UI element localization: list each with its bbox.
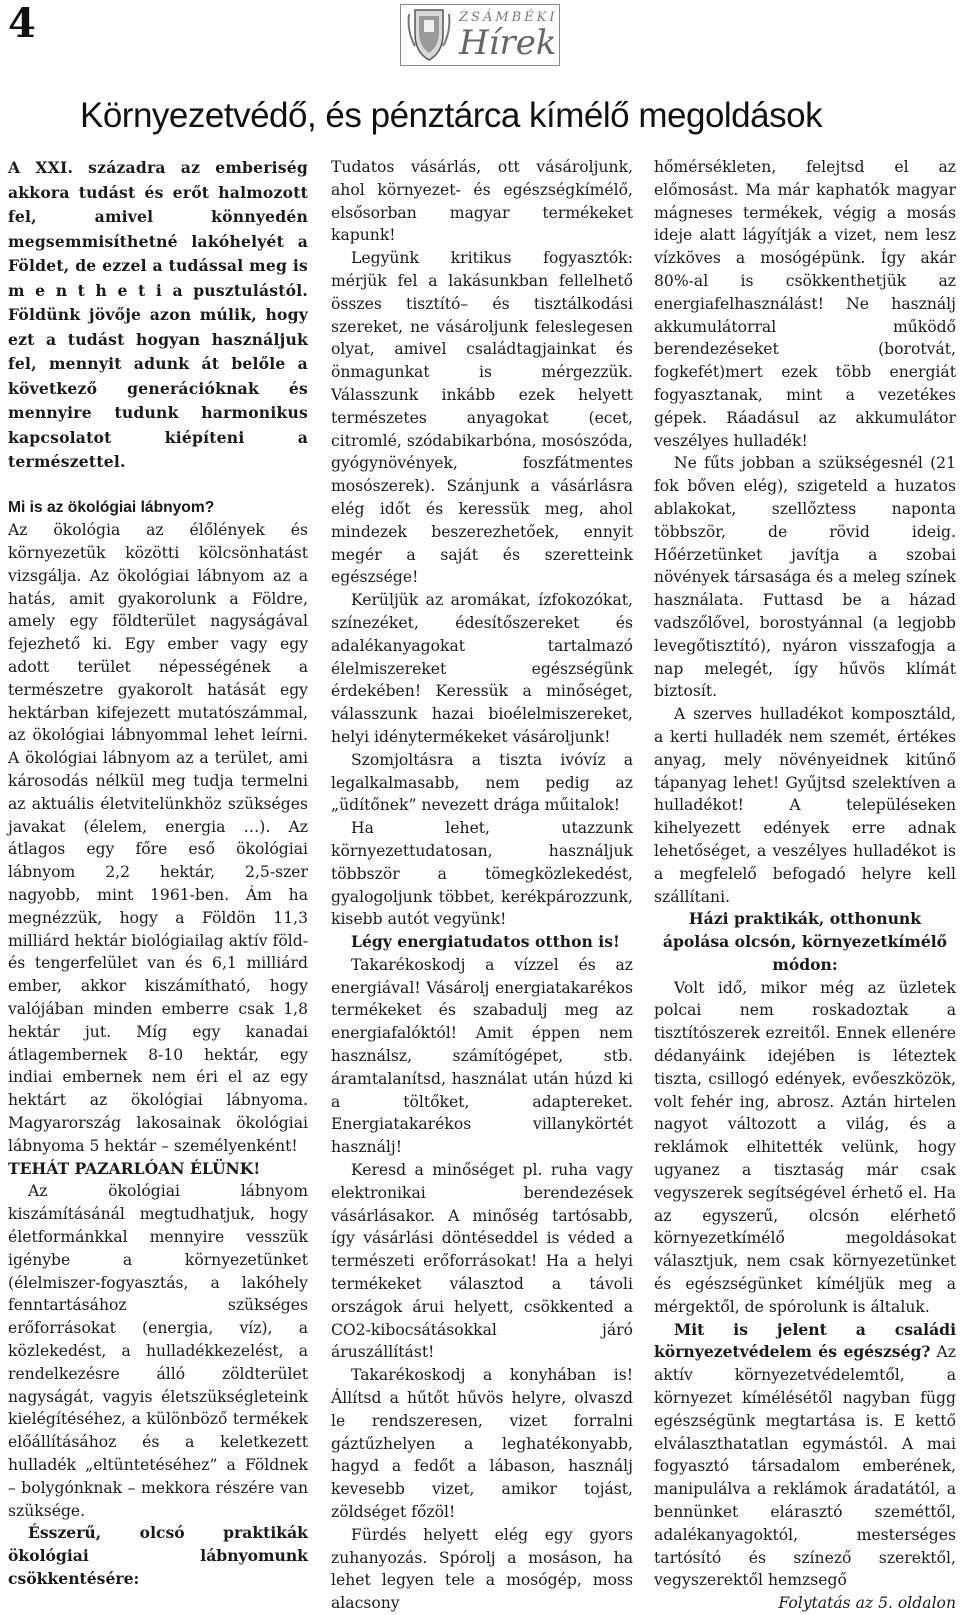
- masthead-logo: [400, 4, 560, 66]
- paragraph: Volt idő, mikor még az üzletek polcai nem roskadoztak a tisztítószerek ezreitől. Ennek ellenére dédanyáink idejében is léteztek tiszta, csillogó edények, evőeszközök, volt fehér ing, abrosz. Aztán hirtelen nagyot változott a világ, és a reklámok elhitették velünk, hogy ugyanez a tisztaság már csak vegyszerek segítségével érhető el. Ha az egyszerű, olcsón elérhető környezetkímélő megoldásokat választjuk, nem csak környezetünket és egészségünket kíméljük meg a mérgektől, de spórolunk is általuk.: [654, 978, 956, 1316]
- subheading-family: Mit is jelent a családi környezetvédelem és egészség?: [654, 1319, 956, 1362]
- emphasis-line: TEHÁT PAZARLÓAN ÉLÜNK!: [8, 1158, 261, 1178]
- paragraph: Takarékoskodj a konyhában is! Állítsd a hűtőt hűvös helyre, olvaszd le rendszeresen, vizet forralni gáztűzhelyen a leghatékonyabb, hagyd a fedőt a lábason, használj kevesebb vizet, amikor tojást, zöldséget főzöl!: [331, 1366, 633, 1522]
- page-number: 4: [8, 0, 36, 47]
- paragraph: Szomjoltásra a tiszta ivóvíz a legalkalmasabb, nem pedig az „üdítőnek” nevezett drága műitalok!: [331, 750, 633, 815]
- subheading-energy: Légy energiatudatos otthon is!: [351, 932, 620, 952]
- column-2: [331, 156, 633, 1613]
- paragraph: Keresd a minőséget pl. ruha vagy elektronikai berendezések vásárlásakor. A minőség tartósabb, így vásárlási döntéseddel is véded a természeti erőforrásokat! Ha a helyi termékeket választod a távoli országok árui helyett, csökkented a CO2-kibocsátásokkal járó áruszállítást!: [331, 1161, 633, 1362]
- paragraph: Kerüljük az aromákat, ízfokozókat, színezéket, édesítőszereket és adalékanyagokat tartalmazó élelmiszereket egészségünk érdekében! Keressük a minőséget, válasszunk hazai bioélelmiszereket, helyi idénytermékeket vásároljunk!: [331, 591, 633, 746]
- article-headline: Környezetvédő, és pénztárca kímélő megoldások: [80, 96, 823, 135]
- column-3: [654, 156, 956, 1613]
- subheading-tips: Ésszerű, olcsó praktikák ökológiai lábnyomunk csökkentésére:: [8, 1523, 308, 1588]
- paragraph: Az ökológiai lábnyom kiszámításánál megtudhatjuk, hogy életformánkkal mennyire vesszük igénybe a környezetünket (élelmiszer-fogyasztás, a lakóhely fenntartásához szükséges erőforrásokat (energia, víz), a közlekedést, a hulladékkezelést, a rendelkezésre álló zöldterület nagyságát, vagyis életszükségleteink kielégítéséhez, a különböző termékek előállításához és a keletkezett hulladék „eltüntetéséhez” a Földnek – bolygónknak – mekkora részére van szüksége.: [8, 1182, 308, 1520]
- paragraph: hőmérsékleten, felejtsd el az előmosást. Ma már kaphatók magyar mágneses termékek, végig a mosás ideje alatt lágyítják a vizet, nem lesz vízköves a mosógépünk. Így akár 80%-al is csökkenthetjük az energiafelhasználást! Ne használj akkumulátorral működő berendezéseket (borotvát, fogkefét)mert ezek több energiát fogyasztanak, mint a vezetékes gépek. Ráadásul az akkumulátor veszélyes hulladék!: [654, 158, 956, 450]
- paragraph: Ne fűts jobban a szükségesnél (21 fok bőven elég), szigeteld a huzatos ablakokat, szellőztess naponta többször, de rövid ideig. Hőérzetünket javítja a szobai növények társasága és a meleg színek használata. Futtasd be a házad vadszőlővel, borostyánnal (a legjobb levegőtisztító), nyáron visszafogja a nap melegét, így hűvös klímát biztosít.: [654, 454, 956, 701]
- lead-paragraph: A XXI. századra az emberiség akkora tudást és erőt halmozott fel, amivel könnyedén megsemmisíthetné lakóhelyét a Földet, de ezzel a tudással meg is m e n t h e t i a pusztulástól. Földünk jövője azon múlik, hogy ezt a tudást hogyan használjuk fel, mennyit adunk át belőle a következő generációknak és mennyire tudunk harmonikus kapcsolatot kiépíteni a természettel.: [8, 158, 308, 471]
- paragraph: A szerves hulladékot komposztáld, a kerti hulladék nem szemét, értékes anyag, mely növényeidnek kitűnő tápanyag lehet! Gyűjtsd szelektíven a hulladékot! A településeken kihelyezett edények erre adnak lehetőséget, a veszélyes hulladékot is a megfelelő befogadó helyre kell szállítani.: [654, 705, 956, 906]
- subheading-home-tips: Házi praktikák, otthonunk ápolása olcsón, környezetkímélő módon:: [662, 909, 948, 974]
- paragraph: Legyünk kritikus fogyasztók: mérjük fel a lakásunkban fellelhető összes tisztító– és tisztálkodási szereket, ne vásároljunk feleslegesen olyat, amivel családtagjainkat és önmagunkat is mérgezzük. Válasszunk inkább ezek helyett természetes anyagokat (ecet, citromlé, szódabikarbóna, mosószóda, gyógynövények, foszfátmentes mosószerek). Szánjunk a vásárlásra elég időt és keressük meg, ahol mindezek beszerezhetőek, ennyit megér a saját és szeretteink egészsége!: [331, 249, 633, 587]
- coat-of-arms-icon: [405, 6, 453, 64]
- paragraph: Ha lehet, utazzunk környezettudatosan, használjuk többször a tömegközlekedést, gyalogoljunk többet, kerékpározzunk, kisebb autót vegyünk!: [331, 819, 633, 929]
- masthead-title: Hírek: [459, 22, 557, 63]
- paragraph: Fürdés helyett elég egy gyors zuhanyozás. Spórolj a mosáson, ha lehet legyen tele a mosógép, moss alacsony: [331, 1525, 633, 1613]
- paragraph: Az aktív környezetvédelemtől, a környezet kímélésétől nagyban függ egészségünk megtartása is. E kettő elválaszthatatlan egymástól. A mai fogyasztó társadalom emberének, manipulálva a reklámok áradatától, a bennünket elárasztó szeméttől, adalékanyagoktól, mesterséges tartósító és színező szerektől, vegyszerektől hemzsegő: [654, 1343, 956, 1590]
- paragraph: Az ökológia az élőlények és környezetük közötti kölcsönhatást vizsgálja. Az ökológiai lábnyom az a hatás, amit gyakorolunk a Földre, amely egy földterület nagyságával fejezhető ki. Egy ember vagy egy adott terület népességének a természetre gyakorolt hatását egy hektárban kifejezett mutatószámmal, az ökológiai lábnyommal lehet leírni. A ökológiai lábnyom az a terület, ami károsodás nélkül meg tudja termelni az aktuális életvitelünkhöz szükséges javakat (élelem, energia …). Az átlagos egy főre eső ökológiai lábnyom 2,2 hektár, 2,5-szer nagyobb, mint 1961-ben. Ám ha megnézzük, hogy a Földön 11,3 milliárd hektár biológiailag aktív föld- és tengerfelület van és 6,1 milliárd ember, akkor kiszámítható, hogy valójában minden emberre csak 1,8 hektár jut. Míg egy kanadai átlagembernek 8-10 hektár, egy indiai embernek nem éri el az egy hektárt az ökológiai lábnyoma. Magyarország lakosainak ökológiai lábnyoma 5 hektár – személyenként!: [8, 521, 308, 1155]
- paragraph: Tudatos vásárlás, ott vásároljunk, ahol környezet- és egészségkímélő, elsősorban magyar termékeket kapunk!: [331, 158, 633, 245]
- masthead-small: ZSÁMBÉKI: [459, 9, 558, 25]
- subheading-ecological-footprint: Mi is az ökológiai lábnyom?: [8, 498, 215, 516]
- continuation-note: Folytatás az 5. oldalon: [778, 1594, 956, 1613]
- column-1: [8, 156, 308, 1588]
- paragraph: Takarékoskodj a vízzel és az energiával! Vásárolj energiatakarékos termékeket és szabadulj meg az energiafalóktól! Amit éppen nem használsz, számítógépet, stb. áramtalanítsd, használat után húzd ki a töltőket, adaptereket. Energiatakarékos villanykörtét használj!: [331, 955, 633, 1157]
